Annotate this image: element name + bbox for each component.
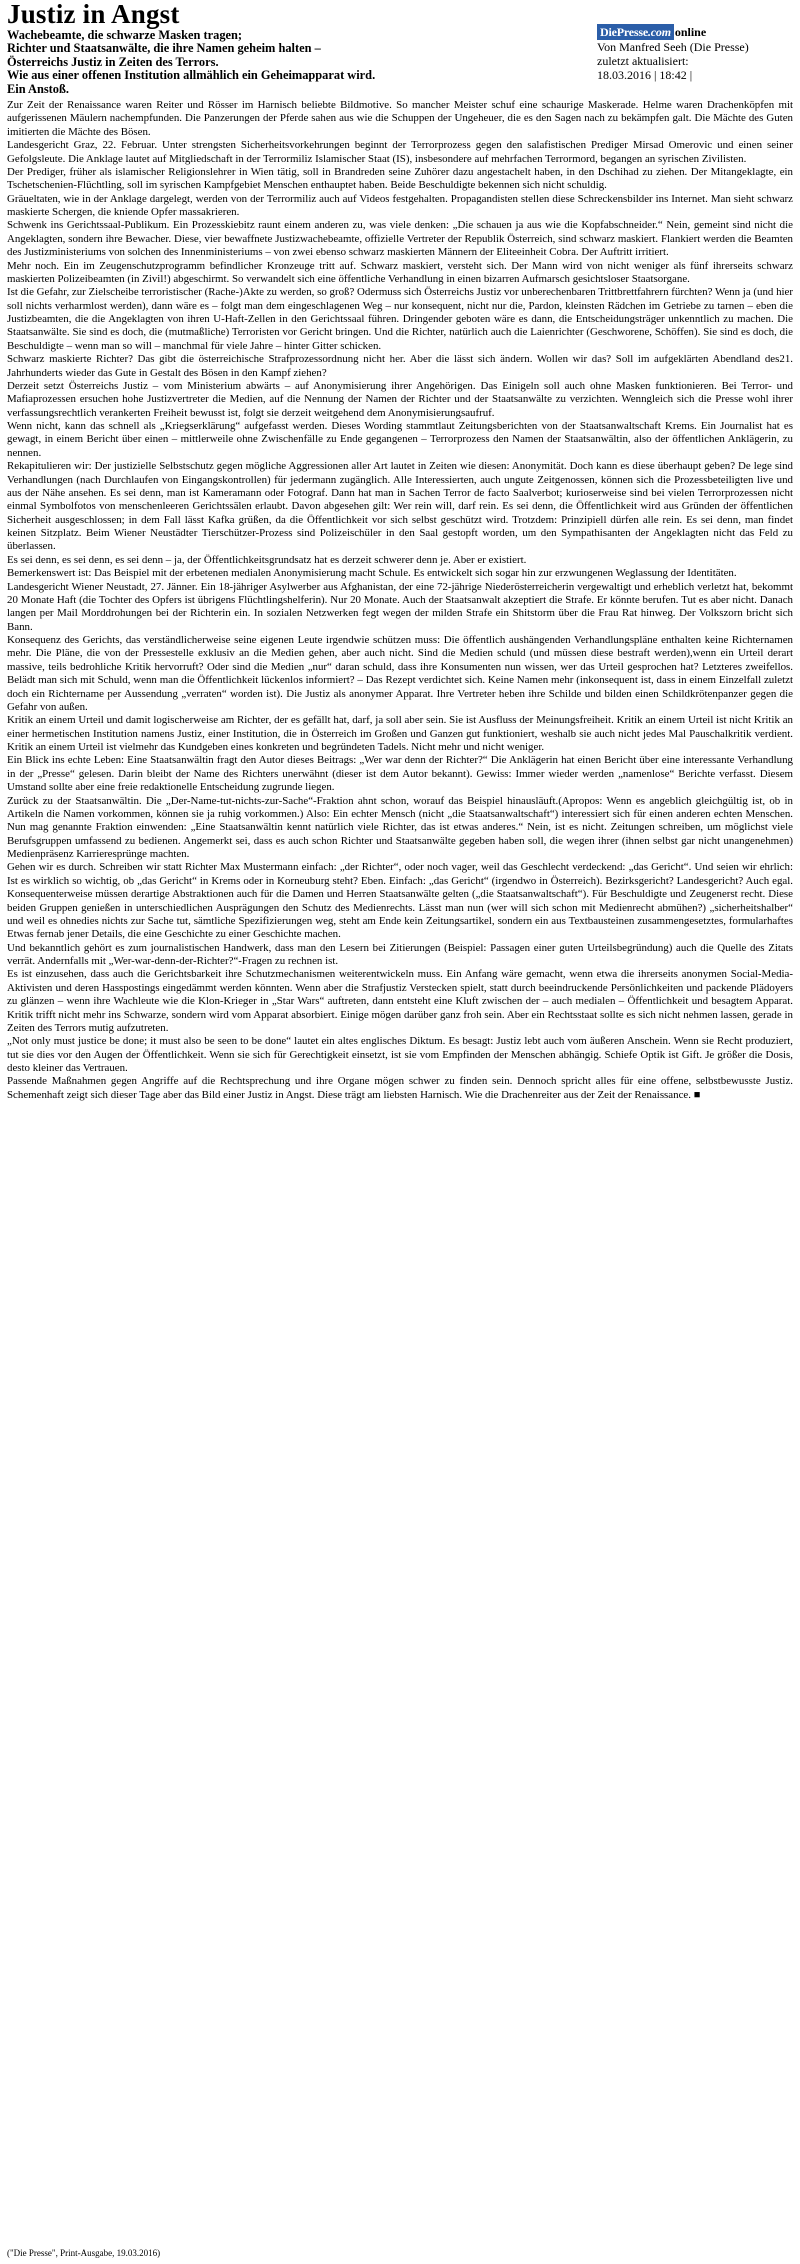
paragraph: Konsequenz des Gerichts, das verständlicherweise seine eigenen Leute irgendwie schützen muss: Die öffentlich aushängenden Verhandlungspläne enthalten keine Richternamen mehr. Die Pläne, die von der Pressestelle exklusiv an die Medien gehen, aber auch nicht. Sind die Medien schuld (und müssen diese bestraft werden),wenn ein Urteil derart massive, teils bedrohliche Kritik hervorruft? Oder sind die Medien „nur“ daran schuld, dass ihre Konsumenten nun wissen, wer das Urteil gesprochen hat? Letzteres zweifellos. Belädt man sich mit Schuld, wenn man die Öffentlichkeit lückenlos informiert? – Das Rezept verdichtet sich. Keine Namen mehr (inkonsequent ist, dass in einem Einzelfall zuletzt doch ein Richtername per Aussendung „verraten“ worden ist). Die Justiz als anonymer Apparat. Ihre Vertreter heben ihre Schilde und bilden einen Schildkrötenpanzer gegen die Gefahr von außen. bbox=[7, 634, 793, 713]
lead-line: Richter und Staatsanwälte, die ihre Namen geheim halten – bbox=[7, 41, 321, 56]
article-header bbox=[7, 0, 793, 96]
lead-line: Ein Anstoß. bbox=[7, 81, 69, 96]
lead-line: Wie aus einer offenen Institution allmählich ein Geheimapparat wird. bbox=[7, 68, 376, 83]
article-lead bbox=[7, 29, 577, 96]
diepresse-logo bbox=[597, 24, 674, 40]
paragraph: Derzeit setzt Österreichs Justiz – vom Ministerium abwärts – auf Anonymisierung ihrer Angehörigen. Das Einigeln soll auch ohne Masken funktionieren. Bei Terror- und Mafiaprozessen ersuchen hohe Justizvertreter die Medien, auf die Nennung der Namen der Richter und der Staatsanwälte zu verzichten. Wenngleich sich die Presse wohl ihrer verfassungsrechtlich verankerten Freiheit bewusst ist, folgt sie derzeit weitgehend dem Anonymisierungsaufruf. bbox=[7, 379, 793, 419]
article-body bbox=[7, 99, 793, 1102]
logo-main: DiePresse bbox=[600, 25, 648, 39]
paragraph: Rekapitulieren wir: Der justizielle Selbstschutz gegen mögliche Aggressionen aller Art lautet in Zeiten wie diesen: Anonymität. Doch kann es diese überhaupt geben? De lege sind Verhandlungen (nach Durchlaufen von Eingangskontrollen) für jedermann zugänglich. Alle Interessierten, auch ungute Zeitgenossen, können sich die Prozessbeteiligten live und aus der Nähe ansehen. Es sei denn, man ist Kameramann oder Fotograf. Dann hat man in Sachen Terror de facto Saalverbot; kurioserweise sind bei vielen Terrorprozessen nicht einmal Symbolfotos von menschenleeren Gerichtssälen erlaubt. Davon abgesehen gilt: Wer rein will, darf rein. Es sei denn, die Öffentlichkeit wird aus Gründen der öffentlichen Sicherheit ausgeschlossen; in dem Fall lässt Kafka grüßen, da die Öffentlichkeit vor sich selbst geschützt wird. Trotzdem: Prinzipiell dürfen alle rein. Es sei denn, man findet keinen Sitzplatz. Beim Wiener Neustädter Tierschützer-Prozess sind Polizeischüler in den Saal gestopft worden, um den Sympathisanten der Angeklagten nicht das Feld zu überlassen. bbox=[7, 460, 793, 553]
paragraph: Wenn nicht, kann das schnell als „Kriegserklärung“ aufgefasst werden. Dieses Wording stammtlaut Zeitungsberichten von der Staatsanwaltschaft Krems. Ein Journalist hat es gewagt, in einem Bericht über einen – mittlerweile ohne Zwischenfälle zu Ende gegangenen – Terrorprozess den Namen der Staatsanwältin, also der öffentlichen Anklägerin, zu nennen. bbox=[7, 420, 793, 459]
paragraph: Schwenk ins Gerichtssaal-Publikum. Ein Prozesskiebitz raunt einem anderen zu, was viele denken: „Die schauen ja aus wie die Kopfabschneider.“ Nein, gemeint sind nicht die Angeklagten, sondern ihre Bewacher. Diese, vier bewaffnete Justizwachebeamte, offizielle Vertreter der Republik Österreich, sind schwarz maskiert. Flankiert werden die Beamten des Justizministeriums von solchen des Innenministeriums – von zwei ebenso schwarz maskierten Männern der Eliteeinheit Cobra. Der Auftritt irritiert. bbox=[7, 219, 793, 259]
paragraph: Kritik an einem Urteil und damit logischerweise am Richter, der es gefällt hat, darf, ja soll aber sein. Sie ist Ausfluss der Meinungsfreiheit. Kritik an einem Urteil ist nicht Kritik an einer hermetischen Institution namens Justiz, einer Institution, die in Österreich im Großen und Ganzen gut funktioniert, weshalb sie auch nicht jedes Mal Pauschalkritik verdient. Kritik an einem Urteil ist vielmehr das Kundgeben eines konkreten und begründeten Tadels. Nicht mehr und nicht weniger. bbox=[7, 714, 793, 753]
paragraph: Bemerkenswert ist: Das Beispiel mit der erbetenen medialen Anonymisierung macht Schule. Es entwickelt sich sogar hin zur erzwungenen Weglassung der Identitäten. bbox=[7, 567, 737, 580]
paragraph: Mehr noch. Ein im Zeugenschutzprogramm befindlicher Kronzeuge tritt auf. Schwarz maskiert, versteht sich. Der Mann wird von nicht weniger als fünf ihrerseits schwarz maskierten Polizeibeamten (in Zivil!) abgeschirmt. So verwandelt sich eine öffentliche Verhandlung in einen bizarren Aufmarsch gesichtsloser Staatsorgane. bbox=[7, 259, 793, 285]
paragraph: Schwarz maskierte Richter? Das gibt die österreichische Strafprozessordnung nicht her. Aber die lässt sich ändern. Wollen wir das? Soll im aufgeklärten Abendland des21. Jahrhunderts wieder das Gute in Gestalt des Bösen in den Kampf ziehen? bbox=[7, 353, 793, 379]
lead-line: Wachebeamte, die schwarze Masken tragen; bbox=[7, 28, 243, 42]
paragraph: Gehen wir es durch. Schreiben wir statt Richter Max Mustermann einfach: „der Richter“, oder noch vager, weil das Geschlecht verdeckend: „das Gericht“. Und seien wir ehrlich: Ist es wirklich so wichtig, ob „das Gericht“ in Krems oder in Korneuburg steht? Eben. Einfach: „das Gericht“ (irgendwo in Österreich). Bezirksgericht? Landesgericht? Auch egal. Konsequenterweise müssen derartige Abstraktionen auch für die Damen und Herren Staatsanwälte gelten („die Staatsanwaltschaft“). Für Beschuldigte und Zeugenerst recht. Diese beiden Gruppen genießen in unterschiedlichen Ausprägungen den Schutz des Medienrechts. Lässt man nun (wer will sich schon mit Medienrecht abmühen?) „sicherheitshalber“ und weil es ohnedies nichts zur Sache tut, sämtliche Spezifizierungen weg, steht am Ende kein Zeitungsartikel, sondern ein aus Textbausteinen zusammengesetztes, formularhaftes Etwas fernab jener Details, die eine Geschichte zu einer Geschichte machen. bbox=[7, 861, 793, 941]
paragraph: Ist die Gefahr, zur Zielscheibe terroristischer (Rache-)Akte zu werden, so groß? Odermuss sich Österreichs Justiz vor unberechenbaren Trittbrettfahrern fürchten? Wenn ja (und hier soll nichts verharmlost werden), dann wäre es – folgt man dem eingeschlagenen Weg – nur konsequent, nicht nur die, Pardon, kleinsten Rädchen im Getriebe zu tarnen – eben die Justizbeamten, die die Angeklagten von ihren U-Haft-Zellen in den Gerichtssaal führen. Dringender geboten wäre es dann, die Entscheidungsträger unkenntlich zu machen. Die Staatsanwälte. Sie sind es doch, die (mutmaßliche) Terroristen vor Gericht bringen. Und die Richter, natürlich auch die Laienrichter (Geschworene, Schöffen). Sie sind es doch, die Beschuldigte – wenn man so will – manchmal für viele Jahre – hinter Gitter schicken. bbox=[7, 286, 793, 352]
article-title: Justiz in Angst bbox=[7, 0, 180, 29]
article-meta bbox=[597, 24, 793, 82]
article bbox=[7, 0, 793, 2258]
paragraph: Zurück zu der Staatsanwältin. Die „Der-Name-tut-nichts-zur-Sache“-Fraktion ahnt schon, worauf das Beispiel hinausläuft.(Apropos: Wenn es angeblich gleichgültig ist, ob in Artikeln die Namen vorkommen, können sie ja ruhig vorkommen.) Also: Ein echter Mensch (nicht „die Staatsanwaltschaft“) interessiert sich für einen anderen echten Menschen. Nun mag genannte Fraktion einwenden: „Eine Staatsanwältin kennt natürlich viele Richter, das ist etwas anderes.“ Nein, ist es nicht. Zeitungen schreiben, um möglichst viele Berufsgruppen umfassend zu bedienen. Angemerkt sei, dass es auch schon Richter und Staatsanwälte gegeben haben soll, die wegen ihrer (ihnen selbst gar nicht unangenehmen) Medienpräsenz Karrieresprünge machten. bbox=[7, 794, 793, 860]
paragraph: Passende Maßnahmen gegen Angriffe auf die Rechtsprechung und ihre Organe mögen schwer zu finden sein. Dennoch spricht alles für eine offene, selbstbewusste Justiz. Schemenhaft zeigt sich dieser Tage aber das Bild einer Justiz in Angst. Diese trägt am liebsten Harnisch. Wie die Drachenreiter aus der Zeit der Renaissance. ■ bbox=[7, 1075, 793, 1101]
paragraph: Der Prediger, früher als islamischer Religionslehrer in Wien tätig, soll in Brandreden seine Zuhörer dazu angestachelt haben, in den Dschihad zu ziehen. Der Mitangeklagte, ein Tschetschenien-Flüchtling, soll im syrischen Kampfgebiet Menschen enthauptet haben. Beide Beschuldigte bekennen sich nicht schuldig. bbox=[7, 165, 793, 192]
paragraph: Zur Zeit der Renaissance waren Reiter und Rösser im Harnisch beliebte Bildmotive. So mancher Meister schuf eine schaurige Maskerade. Helme waren Drachenköpfen mit aufgerissenen Mäulern nachempfunden. Die Panzerungen der Pferde sahen aus wie die Schuppen der Ungeheuer, die es den Sagen nach zu bekämpfen galt. Die Mächte des Guten imitierten die Mächte des Bösen. bbox=[7, 99, 793, 138]
paragraph: Landesgericht Graz, 22. Februar. Unter strengsten Sicherheitsvorkehrungen beginnt der Terrorprozess gegen den salafistischen Prediger Mirsad Omerovic und einen seiner Gefolgsleute. Die Anklage lautet auf Mitgliedschaft in der Terrormiliz Islamischer Staat (IS), insbesondere auf mehrfachen Terrormord, begangen an syrischen Zivilisten. bbox=[7, 139, 793, 165]
paragraph: „Not only must justice be done; it must also be seen to be done“ lautet ein altes englisches Diktum. Es besagt: Justiz lebt auch vom äußeren Anschein. Wenn sie Recht produziert, tut sie dies vor den Augen der Öffentlichkeit. Wenn sie sich für Gerechtigkeit einsetzt, ist sie vom Empfinden der Menschen abhängig. Schiefe Optik ist Gift. Je größer die Dosis, desto kleiner das Vertrauen. bbox=[7, 1035, 793, 1074]
paragraph: Es sei denn, es sei denn, es sei denn – ja, der Öffentlichkeitsgrundsatz hat es derzeit schwerer denn je. Aber er existiert. bbox=[7, 553, 527, 566]
online-label: online bbox=[674, 25, 707, 39]
lead-line: Österreichs Justiz in Zeiten des Terrors. bbox=[7, 54, 219, 69]
paragraph: Gräueltaten, wie in der Anklage dargelegt, werden von der Terrormiliz auch auf Videos festgehalten. Propagandisten stellen diese Schreckensbilder ins Internet. Man sieht schwarz maskierte Schergen, die kniende Opfer massakrieren. bbox=[7, 192, 793, 218]
updated-value: 18.03.2016 | 18:42 | bbox=[597, 68, 693, 82]
paragraph: Landesgericht Wiener Neustadt, 27. Jänner. Ein 18-jähriger Asylwerber aus Afghanistan, der eine 72-jährige Niederösterreicherin vergewaltigt und erheblich verletzt hat, bekommt 20 Monate Haft (die Tochter des Opfers ist übrigens Flüchtlingshelferin). Nur 20 Monate. Auch der Staatsanwalt akzeptiert die Strafe. Er könnte berufen. Tut es aber nicht. Danach langen per Mail Morddrohungen bei der Richterin ein. In sozialen Netzwerken fegt wegen der milden Strafe ein Shitstorm über die Frau Rat hinweg. Der Volkszorn bricht sich Bann. bbox=[7, 580, 793, 633]
paragraph: Und bekanntlich gehört es zum journalistischen Handwerk, dass man den Lesern bei Zitierungen (Beispiel: Passagen einer guten Urteilsbegründung) auch die Quelle des Zitats verrät. Andernfalls mit „Wer-war-denn-der-Richter?“-Fragen zu rechnen ist. bbox=[7, 941, 793, 967]
paragraph: Ein Blick ins echte Leben: Eine Staatsanwältin fragt den Autor dieses Beitrags: „Wer war denn der Richter?“ Die Anklägerin hat einen Bericht über eine interessante Verhandlung in der „Presse“ gelesen. Darin bleibt der Name des Richters unerwähnt (dieser ist dem Autor bekannt). Gewiss: Immer wieder werden „namenlose“ Berichte verfasst. Diesem Umstand sollte aber eine freie redaktionelle Entscheidung zugrunde liegen. bbox=[7, 754, 793, 794]
author-line: Von Manfred Seeh (Die Presse) bbox=[597, 40, 749, 54]
logo-suffix: .com bbox=[647, 25, 671, 39]
updated-label: zuletzt aktualisiert: bbox=[597, 54, 689, 68]
paragraph: Es ist einzusehen, dass auch die Gerichtsbarkeit ihre Schutzmechanismen weiterentwickeln muss. Ein Anfang wäre gemacht, wenn etwa die ihrerseits anonymen Social-Media-Aktivisten und deren Hasspostings eingedämmt werden könnten. Wenn aber die Strafjustiz Verstecken spielt, statt durch beeindruckende Persönlichkeiten und packende Plädoyers zu glänzen – wenn ihre Wachleute wie die Klon-Krieger in „Star Wars“ auftreten, dann entsteht eine Kluft zwischen der – auch medialen – Öffentlichkeit und besagtem Apparat. Kritik trifft nicht mehr ins Schwarze, sondern wird vom Apparat absorbiert. Einige mögen darüber ganz froh sein. Aber ein Rechtsstaat sollte es sich nicht nehmen lassen, gerade in Zeiten des Terrors mutig aufzutreten. bbox=[7, 968, 793, 1034]
source-note: ("Die Presse", Print-Ausgabe, 19.03.2016) bbox=[7, 2248, 161, 2258]
publisher-row bbox=[597, 24, 793, 40]
